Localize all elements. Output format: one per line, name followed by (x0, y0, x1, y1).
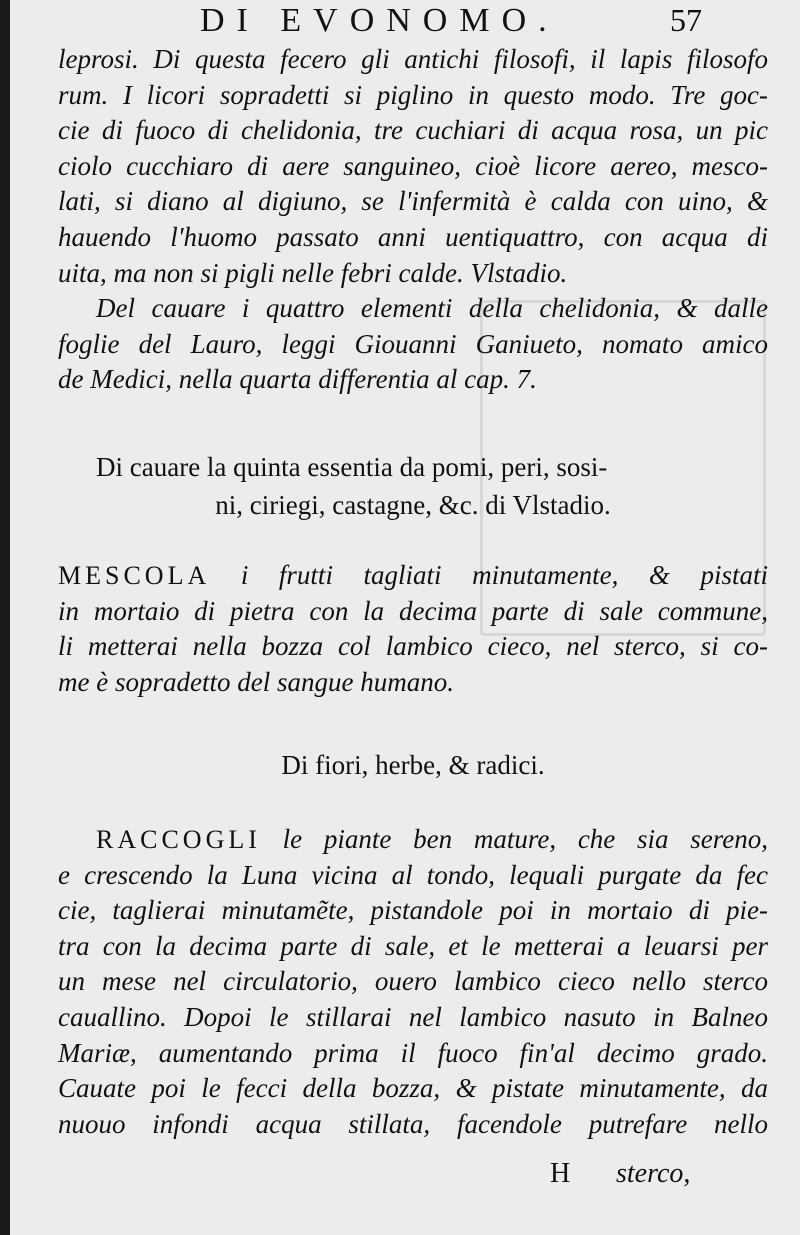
section-heading-fiori (58, 746, 768, 784)
page-header (10, 0, 800, 42)
dropword: RACCOGLI (96, 825, 261, 854)
text-line: tra con la decima parte di sale, et le metterai a leuarsi per (58, 930, 768, 961)
text-line: ciolo cucchiaro di aere sanguineo, cioè licore aereo, mesco- (58, 150, 768, 181)
text-line: cauallino. Dopoi le stillarai nel lambico nasuto in Balneo (58, 1001, 768, 1032)
paragraph-mescola (58, 558, 768, 700)
text-line: hauendo l'huomo passato anni uentiquattro, con acqua di (58, 221, 768, 252)
text-line: in mortaio di pietra con la decima parte di sale commune, (58, 595, 768, 626)
text-line: Mariæ, aumentando prima il fuoco fin'al decimo grado. (58, 1037, 768, 1068)
heading-line: Di cauare la quinta essentia da pomi, peri, sosi- (96, 452, 608, 482)
page-number: 57 (670, 2, 702, 38)
text-line: cie di fuoco di chelidonia, tre cuchiari di acqua rosa, un pic (58, 115, 768, 146)
text-line: leprosi. Di questa fecero gli antichi filosofi, il lapis filosofo (58, 44, 768, 74)
text-line (58, 822, 768, 858)
text-line: un mese nel circulatorio, ouero lambico cieco nello sterco (58, 966, 768, 997)
text-line: uita, ma non si pigli nelle febri calde. Vlstadio. (58, 257, 568, 288)
text-run: i frutti tagliati minutamente, & pistati (240, 560, 769, 590)
text-line: Cauate poi le fecci della bozza, & pistate minutamente, da (58, 1073, 768, 1104)
text-line: li metterai nella bozza col lambico cieco, nel sterco, si co- (58, 631, 768, 662)
heading-line: Di fiori, herbe, & radici. (281, 750, 545, 780)
paragraph-raccogli (58, 822, 768, 1142)
text-line: e crescendo la Luna vicina al tondo, lequali purgate da fec (58, 859, 768, 890)
dropword: MESCOLA (58, 561, 211, 590)
text-line: Del cauare i quattro elementi della chelidonia, & dalle (96, 293, 768, 324)
text-run: le piante ben mature, che sia sereno, (282, 824, 769, 854)
text-line: foglie del Lauro, leggi Giouanni Ganiueto, nomato amico (58, 328, 768, 359)
text-line: rum. I licori sopradetti si piglino in questo modo. Tre goc- (58, 79, 768, 110)
paragraph-licori (58, 42, 768, 398)
heading-line: ni, ciriegi, castagne, &c. di Vlstadio. (215, 490, 611, 520)
running-title: DI EVONOMO. (200, 2, 559, 39)
text-line: de Medici, nella quarta differentia al cap. 7. (58, 364, 537, 395)
text-line (58, 558, 768, 594)
text-line: lati, si diano al digiuno, se l'infermità è calda con uino, & (58, 186, 768, 217)
text-line: nuouo infondi acqua stillata, facendole putrefare nello (58, 1108, 768, 1139)
section-heading-quinta-essentia (58, 448, 768, 524)
catchword: sterco, (616, 1158, 691, 1189)
text-line: me è sopradetto del sangue humano. (58, 666, 454, 697)
signature-mark: H (550, 1158, 571, 1189)
text-line: cie, taglierai minutamẽte, pistandole poi in mortaio di pie- (58, 895, 768, 926)
